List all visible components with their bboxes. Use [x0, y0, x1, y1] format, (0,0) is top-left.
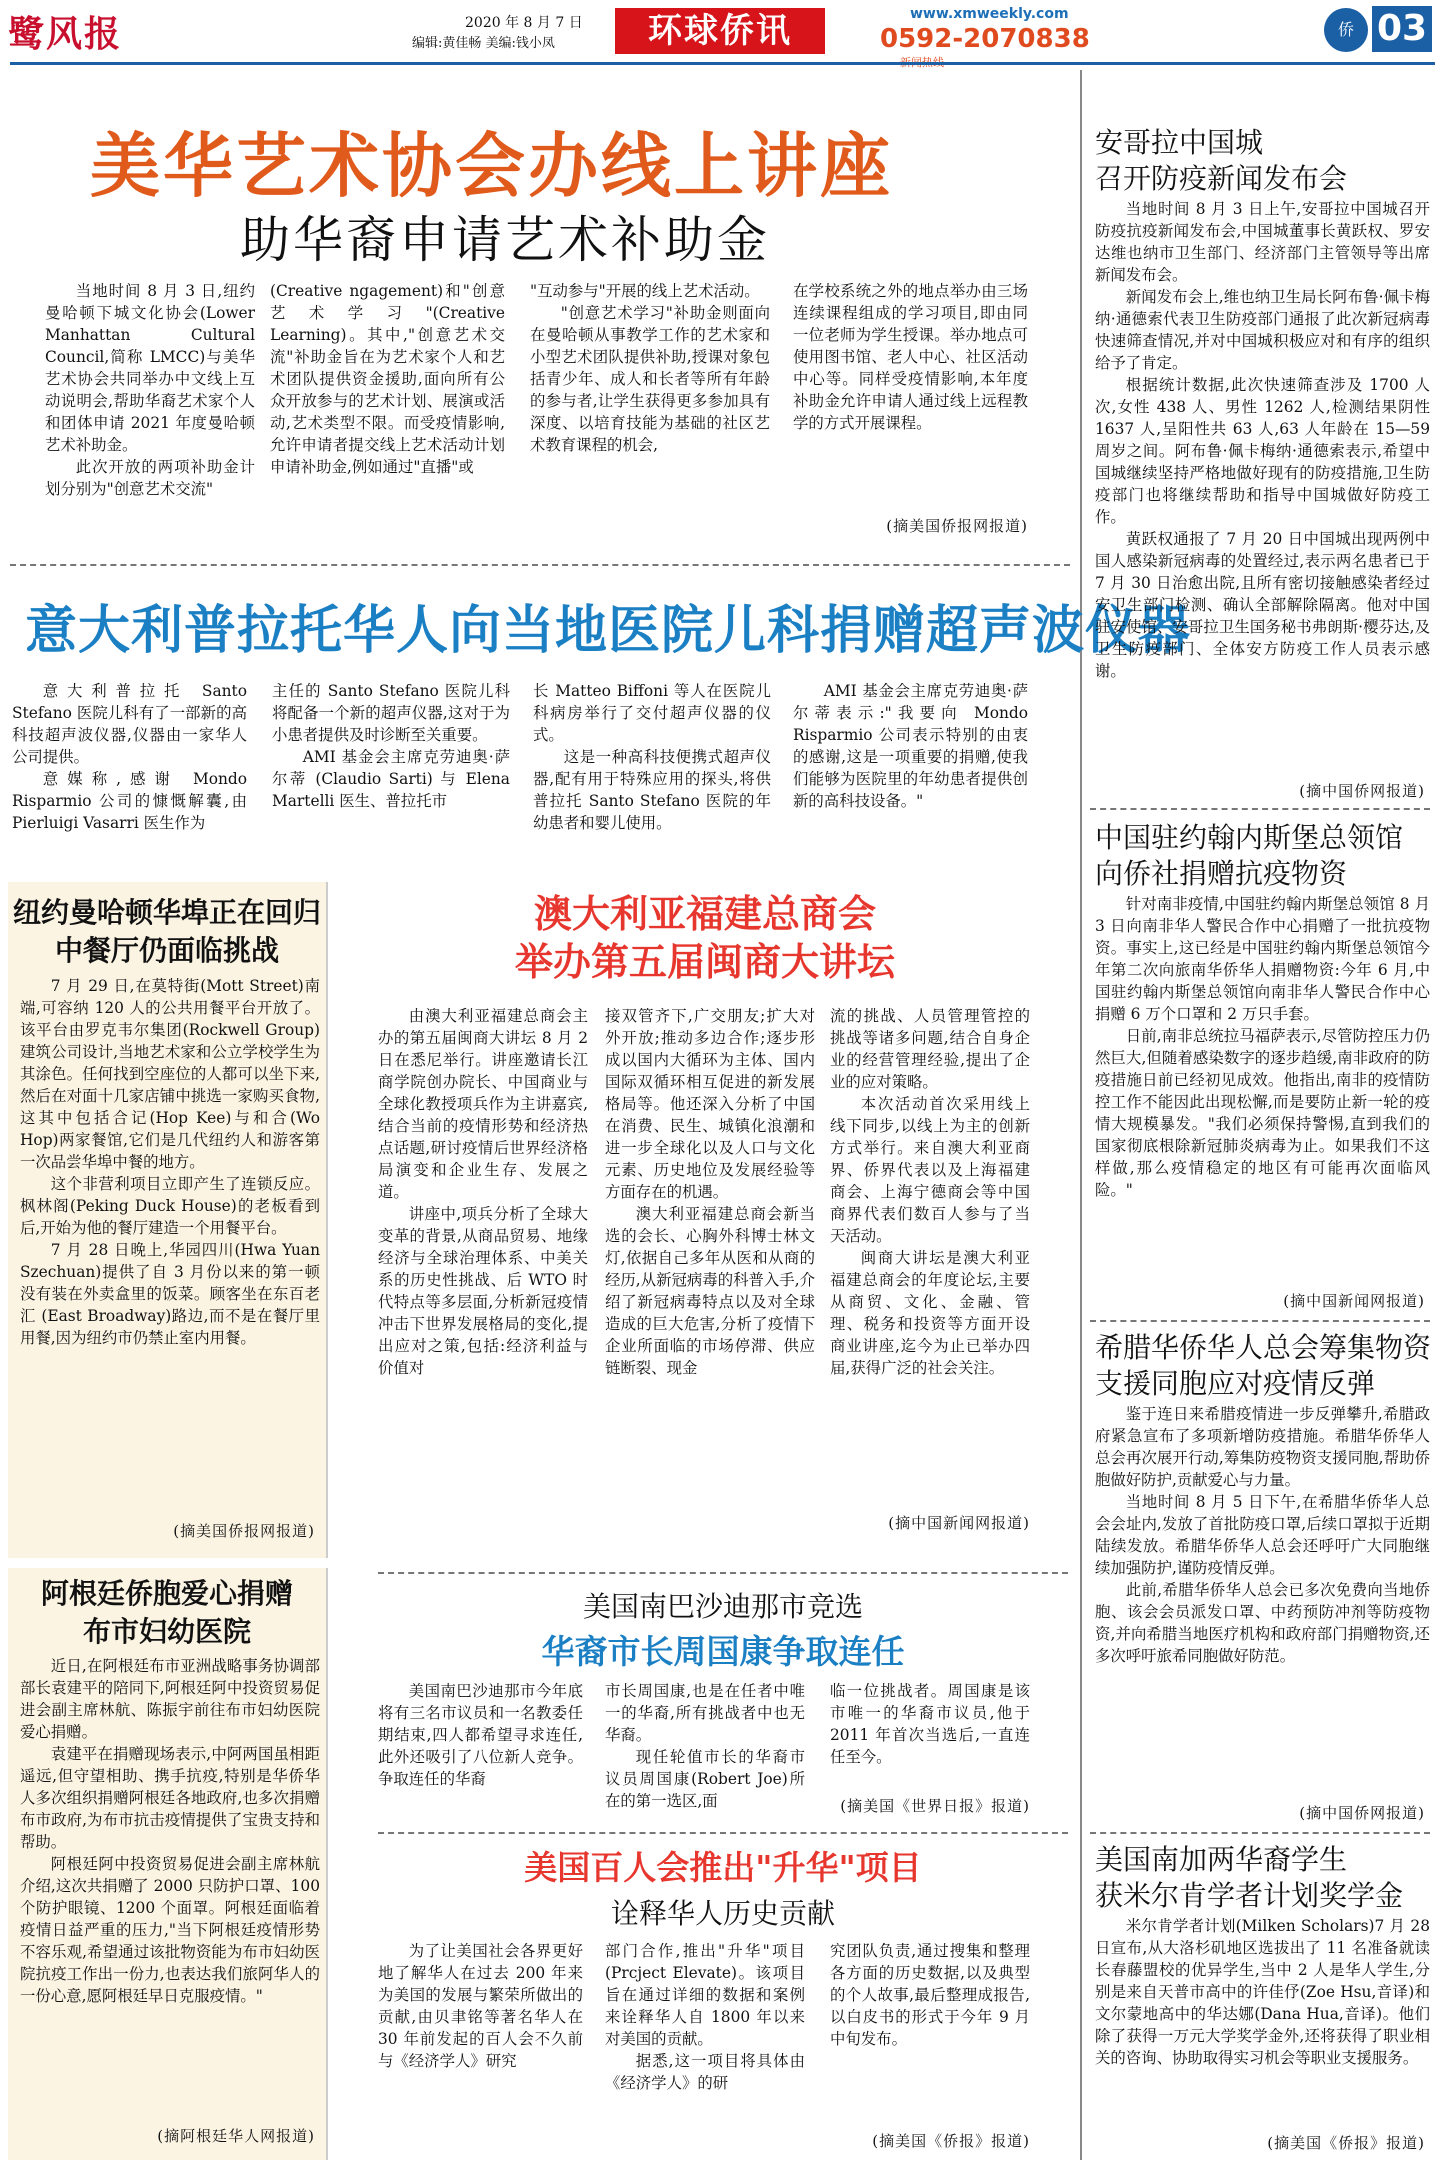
editor-credits: 编辑:黄佳畅 美编:钱小凤 — [412, 36, 555, 51]
a1-column-3: "互动参与"开展的线上艺术活动。 "创意艺术学习"补助金则面向在曼哈顿从事教学工作的艺术家和小型艺术团队提供补助,授课对象包括青少年、成人和长者等所有年龄的参与者,让学生获得更多参加具有深度、以培育技能为基础的社区艺术教育课程的机会, — [530, 282, 770, 454]
a3-headline: 纽约曼哈顿华埠正在回归 中餐厅仍面临挑战 — [12, 896, 321, 967]
a7-subheadline: 诠释华人历史贡献 — [610, 1897, 835, 1930]
a6-headline: 华裔市长周国康争取连任 — [541, 1632, 905, 1671]
a6-column-3: 临一位挑战者。周国康是该市唯一的华裔市议员,他于 2011 年首次当选后,一直连任至今。 — [830, 1682, 1030, 1766]
section-title: 环球侨讯 — [615, 8, 825, 54]
a4-body: 近日,在阿根廷布市亚洲战略事务协调部部长袁建平的陪同下,阿根廷阿中投资贸易促进会副主席林航、陈振宇前往布市妇幼医院爱心捐赠。 袁建平在捐赠现场表示,中阿两国虽相距遥远,但守望相助、携手抗疫,特别是华侨华人多次组织捐赠阿根廷各地政府,也多次捐赠布市政府,为布市抗击疫情提供了宝贵支持和帮助。 阿根廷阿中投资贸易促进会副主席林航介绍,这次共捐赠了 2000 只防护口罩、100 个防护眼镜、1200 个面罩。阿根廷面临着疫情日益严重的压力,"当下阿根廷疫情形势不容乐观,希望通过该批物资能为布市妇幼医院抗疫工作出一份力,也表达我们旅阿华人的一份心意,愿阿根廷早日克服疫情。" — [20, 1657, 320, 2005]
a7-headline: 美国百人会推出"升华"项目 — [524, 1848, 922, 1887]
a6-column-2: 市长周国康,也是在任者中唯一的华裔,所有挑战者中也无华裔。 现任轮值市长的华裔市议员周国康(Robert Joe)所在的第一选区,面 — [605, 1682, 805, 1810]
a1-column-2: (Creative ngagement)和"创意艺术学习"(Creative Learning)。其中,"创意艺术交流"补助金旨在为艺术家个人和艺术团队提供资金援助,面向所有公众开放参与的艺术计划、展演或活动,艺术类型不限。而受疫情影响,允许申请者提交线上艺术活动计划申请补助金,例如通过"直播"或 — [270, 282, 505, 476]
a1-column-1: 当地时间 8 月 3 日,纽约曼哈顿下城文化协会(Lower Manhattan Cultural Council,简称 LMCC)与美华艺术协会共同举办中文线上互动说明会,帮助华裔艺术家个人和团体申请 2021 年度曼哈顿艺术补助金。 此次开放的两项补助金计划分别为"创意艺术交流" — [45, 282, 255, 498]
a3-source: (摘美国侨报网报道) — [173, 1522, 315, 1540]
r3-body: 鉴于连日来希腊疫情进一步反弹攀升,希腊政府紧急宣布了多项新增防疫措施。希腊华侨华人总会再次展开行动,筹集防疫物资支援同胞,帮助侨胞做好防护,贡献爱心与力量。 当地时间 8 月 5 日下午,在希腊华侨华人总会会址内,发放了首批防疫口罩,后续口罩拟于近期陆续发放。希腊华侨华人总会还呼吁广大同胞继续加强防护,谨防疫情反弹。 此前,希腊华侨华人总会已多次免费向当地侨胞、该会会员派发口罩、中药预防冲剂等防疫物资,并向希腊当地医疗机构和政府部门捐赠物资,还多次呼吁旅希同胞做好防范。 — [1095, 1405, 1430, 1665]
divider — [378, 1572, 1068, 1574]
r2-source: (摘中国新闻网报道) — [1283, 1292, 1425, 1310]
divider — [378, 1832, 1068, 1834]
a4-headline: 阿根廷侨胞爱心捐赠 布市妇幼医院 — [40, 1577, 293, 1648]
a2-column-1: 意大利普拉托 Santo Stefano 医院儿科有了一部新的高科技超声波仪器,仪器由一家华人公司提供。 意媒称,感谢 Mondo Risparmio 公司的慷慨解囊,由 Pierluigi Vasarri 医生作为 — [12, 682, 247, 832]
r3-headline: 希腊华侨华人总会筹集物资 支援同胞应对疫情反弹 — [1095, 1331, 1432, 1400]
divider — [1090, 1320, 1430, 1322]
r1-body: 当地时间 8 月 3 日上午,安哥拉中国城召开防疫抗疫新闻发布会,中国城董事长黄跃权、罗安达维也纳市卫生部门、经济部门主管领导等出席新闻发布会。 新闻发布会上,维也纳卫生局长阿布鲁·佩卡梅纳·通德索代表卫生防疫部门通报了此次新冠病毒快速筛查情况,并对中国城积极应对和有序的组织给予了肯定。 根据统计数据,此次快速筛查涉及 1700 人次,女性 438 人、男性 1262 人,检测结果阴性 1637 人,呈阳性共 63 人,63 人年龄在 15—59 周岁之间。阿布鲁·佩卡梅纳·通德索表示,希望中国城继续坚持严格地做好现有的防疫措施,卫生防疫部门也将继续帮助和指导中国城做好防疫工作。 黄跃权通报了 7 月 20 日中国城出现两例中国人感染新冠病毒的处置经过,表示两名患者已于 7 月 30 日治愈出院,且所有密切接触感染者经过安卫生部门检测、确认全部解除隔离。他对中国驻安使馆、安哥拉卫生国务秘书弗朗斯·樱芬达,及卫生防疫部门、全体安方防疫工作人员表示感谢。 — [1095, 200, 1430, 680]
a5-headline: 澳大利亚福建总商会 举办第五届闽商大讲坛 — [514, 892, 895, 984]
a7-column-2: 部门合作,推出"升华"项目(Prcject Elevate)。该项目旨在通过详细的数据和案例来诠释华人自 1800 年以来对美国的贡献。 据悉,这一项目将具体由《经济学人》的研 — [605, 1942, 805, 2092]
a5-source: (摘中国新闻网报道) — [888, 1514, 1030, 1532]
right-column-divider — [1080, 70, 1082, 2160]
newspaper-logo: 鹭风报 — [8, 13, 123, 55]
a6-source: (摘美国《世界日报》报道) — [840, 1797, 1030, 1815]
site-url[interactable]: www.xmweekly.com — [910, 6, 1069, 22]
a2-column-4: AMI 基金会主席克劳迪奥·萨尔蒂表示:"我要向 Mondo Risparmio 公司表示特别的由衷的感谢,这是一项重要的捐赠,使我们能够为医院里的年幼患者提供创新的高科技设备。" — [793, 682, 1028, 810]
a5-column-3: 流的挑战、人员管理管控的挑战等诸多问题,结合自身企业的经营管理经验,提出了企业的应对策略。 本次活动首次采用线上线下同步,以线上为主的创新方式举行。来自澳大利亚商界、侨界代表以及上海福建商会、上海宁德商会等中国商界代表们数百人参与了当天活动。 闽商大讲坛是澳大利亚福建总商会的年度论坛,主要从商贸、文化、金融、管理、税务和投资等方面开设商业讲座,迄今为止已举办四届,获得广泛的社会关注。 — [830, 1007, 1030, 1377]
a2-column-3: 长 Matteo Biffoni 等人在医院儿科病房举行了交付超声仪器的仪式。 这是一种高科技便携式超声仪器,配有用于特殊应用的探头,将供普拉托 Santo Stefano 医院的年幼患者和婴儿使用。 — [533, 682, 771, 832]
r1-source: (摘中国侨网报道) — [1299, 782, 1425, 800]
divider — [10, 564, 1070, 566]
r4-body: 米尔肯学者计划(Milken Scholars)7 月 28 日宣布,从大洛杉矶地区选拔出了 11 名准备就读长春藤盟校的优异学生,当中 2 人是华人学生,分别是来自天普市高中的许佳伃(Zoe Hsu,音译)和文尔蒙地高中的华达娜(Dana Hua,音译)。他们除了获得一万元大学奖学金外,还将获得了职业相关的咨询、协助取得实习机会等职业支援服务。 — [1095, 1917, 1430, 2067]
page-number: 03 — [1372, 6, 1432, 52]
a7-column-1: 为了让美国社会各界更好地了解华人在过去 200 年来为美国的发展与繁荣所做出的贡献,由贝聿铭等著名华人在 30 年前发起的百人会不久前与《经济学人》研究 — [378, 1942, 583, 2070]
header-rule — [10, 62, 1435, 65]
r4-headline: 美国南加两华裔学生 获米尔肯学者计划奖学金 — [1095, 1843, 1404, 1912]
a7-column-3: 究团队负责,通过搜集和整理各方面的历史数据,以及典型的个人故事,最后整理成报告,以白皮书的形式于今年 9 月中旬发布。 — [830, 1942, 1030, 2048]
a2-headline: 意大利普拉托华人向当地医院儿科捐赠超声波仪器 — [25, 601, 1192, 661]
hotline-number: 0592-2070838 — [880, 24, 1090, 54]
a3-body: 7 月 29 日,在莫特街(Mott Street)南端,可容纳 120 人的公共用餐平台开放了。该平台由罗克韦尔集团(Rockwell Group)建筑公司设计,当地艺术家和公立学校学生为其涂色。任何找到空座位的人都可以坐下来,然后在对面十几家店铺中挑选一家购买食物,这其中包括合记(Hop Kee)与和合(Wo Hop)两家餐馆,它们是几代纽约人和游客第一次品尝华埠中餐的地方。 这个非营利项目立即产生了连锁反应。枫林阁(Peking Duck House)的老板看到后,开始为他的餐厅建造一个用餐平台。 7 月 28 日晚上,华园四川(Hwa Yuan Szechuan)提供了自 3 月份以来的第一顿没有装在外卖盒里的饭菜。顾客坐在东百老汇 (East Broadway)路边,而不是在餐厅里用餐,因为纽约市仍禁止室内用餐。 — [20, 977, 320, 1347]
a6-column-1: 美国南巴沙迪那市今年底将有三名市议员和一名教委任期结束,四人都希望寻求连任,此外还吸引了八位新人竞争。争取连任的华裔 — [378, 1682, 583, 1788]
a1-source: (摘美国侨报网报道) — [886, 517, 1028, 535]
a1-headline: 美华艺术协会办线上讲座 — [90, 125, 893, 207]
r1-headline: 安哥拉中国城 召开防疫新闻发布会 — [1095, 126, 1348, 195]
section-emblem-icon: 侨 — [1324, 8, 1368, 52]
a5-column-2: 接双管齐下,广交朋友;扩大对外开放;推动多边合作;逐步形成以国内大循环为主体、国内国际双循环相互促进的新发展格局等。他还深入分析了中国在消费、民生、城镇化浪潮和进一步全球化以及人口与文化元素、历史地位及发展经验等方面存在的机遇。 澳大利亚福建总商会新当选的会长、心胸外科博士林文灯,依据自己多年从医和从商的经历,从新冠病毒的科普入手,介绍了新冠病毒特点以及对全球造成的巨大危害,分析了疫情下企业所面临的市场停滞、供应链断裂、现金 — [605, 1007, 815, 1377]
r3-source: (摘中国侨网报道) — [1299, 1804, 1425, 1822]
divider — [1090, 808, 1430, 810]
a2-column-2: 主任的 Santo Stefano 医院儿科将配备一个新的超声仪器,这对于为小患者提供及时诊断至关重要。 AMI 基金会主席克劳迪奥·萨尔蒂 (Claudio Sarti) 与 Elena Martelli 医生、普拉托市 — [272, 682, 510, 810]
r2-body: 针对南非疫情,中国驻约翰内斯堡总领馆 8 月 3 日向南非华人警民合作中心捐赠了一批抗疫物资。事实上,这已经是中国驻约翰内斯堡总领馆今年第二次向旅南华侨华人捐赠物资:今年 6 月,中国驻约翰内斯堡总领馆向南非华人警民合作中心捐赠 6 万个口罩和 2 万只手套。 日前,南非总统拉马福萨表示,尽管防控压力仍然巨大,但随着感染数字的逐步趋缓,南非政府的防疫措施日前已经初见成效。他指出,南非的疫情防控工作不能因此出现松懈,而是要防止新一轮的疫情大规模暴发。"我们必须保持警惕,直到我们的国家彻底根除新冠肺炎病毒为止。如果我们不这样做,那么疫情稳定的地区有可能再次面临风险。" — [1095, 895, 1430, 1199]
divider — [1090, 1832, 1430, 1834]
a6-kicker: 美国南巴沙迪那市竞选 — [582, 1590, 863, 1623]
issue-date: 2020 年 8 月 7 日 — [465, 15, 583, 31]
a5-column-1: 由澳大利亚福建总商会主办的第五届闽商大讲坛 8 月 2 日在悉尼举行。讲座邀请长江商学院创办院长、中国商业与全球化教授项兵作为主讲嘉宾,结合当前的疫情形势和经济热点话题,研讨疫情后世界经济格局演变和企业生存、发展之道。 讲座中,项兵分析了全球大变革的背景,从商品贸易、地缘经济与全球治理体系、中美关系的历史性挑战、后 WTO 时代特点等多层面,分析新冠疫情冲击下世界发展格局的变化,提出应对之策,包括:经济利益与价值对 — [378, 1007, 588, 1377]
r2-headline: 中国驻约翰内斯堡总领馆 向侨社捐赠抗疫物资 — [1095, 821, 1404, 890]
r4-source: (摘美国《侨报》报道) — [1267, 2134, 1425, 2152]
a4-source: (摘阿根廷华人网报道) — [157, 2127, 315, 2145]
a1-column-4: 在学校系统之外的地点举办由三场连续课程组成的学习项目,即由同一位老师为学生授课。举办地点可使用图书馆、老人中心、社区活动中心等。同样受疫情影响,本年度补助金允许申请人通过线上远程教学的方式开展课程。 — [793, 282, 1028, 432]
a7-source: (摘美国《侨报》报道) — [872, 2132, 1030, 2150]
a1-subheadline: 助华裔申请艺术补助金 — [240, 211, 770, 269]
